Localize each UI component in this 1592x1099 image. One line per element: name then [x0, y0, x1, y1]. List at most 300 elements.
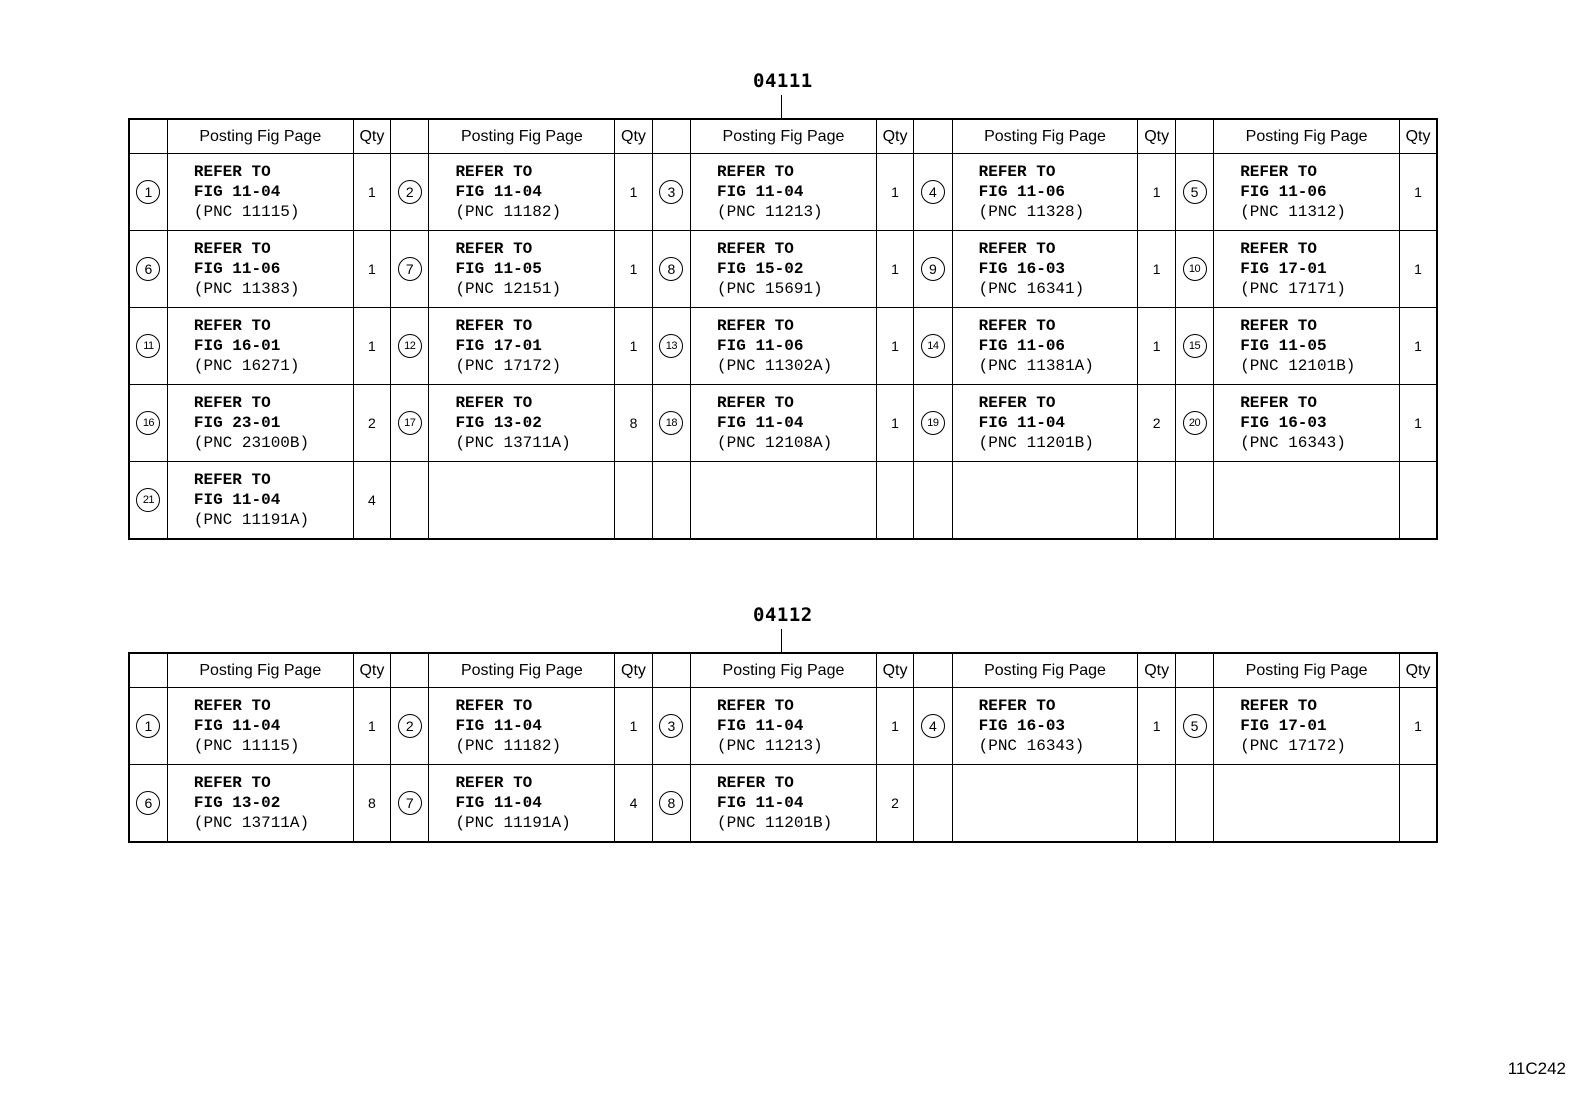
item-number-circle: 4 [921, 714, 945, 738]
reference-cell [691, 688, 877, 765]
reference-text [168, 239, 353, 299]
qty-cell [876, 462, 913, 540]
item-number-circle: 9 [921, 257, 945, 281]
fig-number-text: FIG 11-05 [455, 260, 542, 278]
item-number-circle: 10 [1183, 257, 1207, 281]
header-blank-cell [652, 119, 690, 154]
qty-cell [353, 462, 390, 540]
qty-cell [1400, 308, 1437, 385]
pnc-text: (PNC 11312) [1240, 203, 1346, 221]
reference-text [953, 316, 1138, 376]
pnc-text: (PNC 16343) [978, 737, 1085, 755]
reference-cell [1214, 462, 1400, 540]
fig-number-text: FIG 16-03 [978, 260, 1066, 278]
section-label-04111: 04111 [753, 70, 813, 92]
qty-cell [876, 688, 913, 765]
reference-text [691, 162, 876, 222]
table-row [129, 462, 1437, 540]
reference-text [429, 393, 614, 453]
fig-number-text: FIG 11-04 [455, 794, 542, 812]
refer-to-text: REFER TO [1240, 394, 1317, 412]
fig-number-text: FIG 23-01 [193, 414, 281, 432]
header-qty: Qty [1400, 653, 1437, 688]
reference-cell [952, 231, 1138, 308]
item-number-cell [1175, 231, 1213, 308]
qty-cell [353, 688, 390, 765]
item-number-circle: 2 [398, 714, 422, 738]
item-number-cell [129, 765, 167, 843]
pnc-text: (PNC 11213) [717, 737, 823, 755]
header-posting-fig-page: Posting Fig Page [429, 119, 615, 154]
reference-cell [429, 462, 615, 540]
qty-value: 1 [629, 718, 638, 734]
reference-text [429, 162, 614, 222]
qty-cell [353, 154, 390, 231]
fig-number-text: FIG 16-03 [1240, 414, 1327, 432]
refer-to-text: REFER TO [193, 697, 271, 715]
item-number-cell [1175, 308, 1213, 385]
section-leader-line [781, 629, 782, 652]
qty-value: 1 [1414, 338, 1422, 354]
item-number-circle: 20 [1183, 411, 1207, 435]
qty-cell [1138, 462, 1175, 540]
reference-text [1214, 162, 1399, 222]
qty-cell [1138, 231, 1175, 308]
pnc-text: (PNC 13711A) [193, 814, 310, 832]
item-number-circle: 7 [398, 257, 422, 281]
qty-value: 1 [891, 415, 899, 431]
fig-number-text: FIG 11-06 [978, 183, 1066, 201]
item-number-cell [391, 462, 429, 540]
qty-value: 2 [1152, 415, 1161, 431]
pnc-text: (PNC 23100B) [193, 434, 310, 452]
item-number-cell [1175, 385, 1213, 462]
refer-to-text: REFER TO [193, 240, 271, 258]
item-number-cell [914, 308, 952, 385]
reference-text [691, 696, 876, 756]
refer-to-text: REFER TO [455, 240, 533, 258]
qty-cell [876, 154, 913, 231]
item-number-circle: 15 [1183, 334, 1207, 358]
fig-number-text: FIG 17-01 [455, 337, 542, 355]
qty-value: 2 [891, 795, 899, 811]
qty-cell [876, 765, 913, 843]
fig-number-text: FIG 11-04 [193, 717, 281, 735]
figure-code: 11C242 [1507, 1059, 1566, 1078]
header-blank-cell [391, 119, 429, 154]
item-number-circle: 5 [1183, 180, 1207, 204]
reference-text [168, 393, 353, 453]
item-number-circle: 14 [921, 334, 945, 358]
qty-cell [1138, 765, 1175, 843]
reference-cell [952, 154, 1138, 231]
qty-cell [615, 231, 652, 308]
qty-value: 2 [368, 415, 376, 431]
refer-to-text: REFER TO [455, 697, 533, 715]
refer-to-text: REFER TO [978, 163, 1056, 181]
fig-number-text: FIG 16-01 [193, 337, 281, 355]
reference-cell [429, 231, 615, 308]
section-leader-line [781, 95, 782, 118]
item-number-circle: 19 [921, 411, 945, 435]
item-number-cell [1175, 688, 1213, 765]
fig-number-text: FIG 17-01 [1240, 717, 1327, 735]
pnc-text: (PNC 17172) [455, 357, 562, 375]
refer-to-text: REFER TO [193, 394, 271, 412]
qty-cell [876, 385, 913, 462]
qty-value: 1 [368, 261, 376, 277]
fig-number-text: FIG 13-02 [455, 414, 542, 432]
item-number-cell [129, 231, 167, 308]
reference-text [691, 393, 876, 453]
refer-to-text: REFER TO [717, 240, 794, 258]
reference-cell [429, 154, 615, 231]
fig-number-text: FIG 11-04 [193, 491, 281, 509]
header-blank-cell [129, 653, 167, 688]
qty-cell [353, 385, 390, 462]
header-qty: Qty [615, 653, 652, 688]
qty-cell [1400, 154, 1437, 231]
qty-cell [1138, 154, 1175, 231]
qty-value: 8 [368, 795, 376, 811]
pnc-text: (PNC 11302A) [717, 357, 833, 375]
reference-cell [167, 231, 353, 308]
reference-text [691, 239, 876, 299]
reference-text [168, 470, 353, 530]
pnc-text: (PNC 17172) [1240, 737, 1346, 755]
reference-text [1214, 239, 1399, 299]
qty-cell [615, 308, 652, 385]
item-number-circle: 6 [136, 257, 160, 281]
reference-cell [691, 765, 877, 843]
reference-text [168, 696, 353, 756]
reference-cell [1214, 231, 1400, 308]
qty-cell [615, 765, 652, 843]
reference-text [429, 773, 614, 833]
reference-cell [429, 765, 615, 843]
item-number-cell [914, 154, 952, 231]
header-posting-fig-page: Posting Fig Page [952, 653, 1138, 688]
refer-to-text: REFER TO [717, 394, 794, 412]
pnc-text: (PNC 13711A) [455, 434, 571, 452]
header-qty: Qty [1138, 119, 1175, 154]
pnc-text: (PNC 11191A) [193, 511, 310, 529]
item-number-circle: 1 [136, 180, 160, 204]
qty-value: 1 [629, 338, 638, 354]
pnc-text: (PNC 11182) [455, 203, 562, 221]
reference-cell [691, 462, 877, 540]
qty-cell [615, 688, 652, 765]
reference-cell [1214, 308, 1400, 385]
header-qty: Qty [1138, 653, 1175, 688]
pnc-text: (PNC 11182) [455, 737, 562, 755]
table-row [129, 688, 1437, 765]
fig-number-text: FIG 11-04 [717, 717, 804, 735]
reference-text [429, 239, 614, 299]
pnc-text: (PNC 15691) [717, 280, 823, 298]
pnc-text: (PNC 11213) [717, 203, 823, 221]
item-number-cell [914, 765, 952, 843]
reference-cell [167, 154, 353, 231]
item-number-cell [129, 385, 167, 462]
table-row [129, 231, 1437, 308]
item-number-cell [391, 231, 429, 308]
item-number-circle: 3 [659, 180, 683, 204]
table-row [129, 765, 1437, 843]
reference-cell [952, 385, 1138, 462]
reference-cell [429, 688, 615, 765]
item-number-cell [391, 385, 429, 462]
qty-value: 1 [629, 184, 638, 200]
item-number-circle: 8 [659, 791, 683, 815]
qty-cell [1138, 308, 1175, 385]
qty-cell [615, 462, 652, 540]
reference-cell [429, 308, 615, 385]
reference-text [168, 316, 353, 376]
header-qty: Qty [876, 119, 913, 154]
refer-to-text: REFER TO [978, 317, 1056, 335]
fig-number-text: FIG 11-04 [717, 414, 804, 432]
reference-text [953, 393, 1138, 453]
item-number-cell [129, 154, 167, 231]
qty-value: 1 [891, 261, 899, 277]
qty-value: 1 [368, 718, 376, 734]
pnc-text: (PNC 12101B) [1240, 357, 1356, 375]
reference-cell [691, 231, 877, 308]
item-number-cell [391, 765, 429, 843]
qty-cell [876, 308, 913, 385]
item-number-circle: 16 [136, 411, 160, 435]
fig-number-text: FIG 11-05 [1240, 337, 1327, 355]
qty-cell [615, 385, 652, 462]
fig-number-text: FIG 11-06 [1240, 183, 1327, 201]
qty-value: 1 [1152, 261, 1161, 277]
reference-text [168, 162, 353, 222]
qty-value: 1 [1414, 415, 1422, 431]
item-number-cell [129, 462, 167, 540]
item-number-cell [652, 308, 690, 385]
item-number-cell [652, 154, 690, 231]
header-posting-fig-page: Posting Fig Page [167, 653, 353, 688]
item-number-cell [652, 765, 690, 843]
item-number-cell [652, 688, 690, 765]
qty-cell [353, 765, 390, 843]
item-number-cell [1175, 765, 1213, 843]
pnc-text: (PNC 17171) [1240, 280, 1346, 298]
refer-to-text: REFER TO [193, 317, 271, 335]
reference-cell [952, 462, 1138, 540]
pnc-text: (PNC 16341) [978, 280, 1085, 298]
item-number-cell [129, 688, 167, 765]
qty-value: 1 [891, 338, 899, 354]
item-number-cell [129, 308, 167, 385]
qty-value: 1 [1414, 261, 1422, 277]
refer-to-text: REFER TO [978, 394, 1056, 412]
qty-value: 8 [629, 415, 638, 431]
fig-number-text: FIG 15-02 [717, 260, 804, 278]
header-posting-fig-page: Posting Fig Page [167, 119, 353, 154]
reference-cell [429, 385, 615, 462]
pnc-text: (PNC 16271) [193, 357, 300, 375]
refer-to-text: REFER TO [717, 163, 794, 181]
qty-value: 1 [891, 184, 899, 200]
reference-cell [1214, 688, 1400, 765]
refer-to-text: REFER TO [1240, 240, 1317, 258]
parts-table-04112 [128, 652, 1438, 843]
reference-cell [1214, 154, 1400, 231]
qty-cell [1400, 385, 1437, 462]
pnc-text: (PNC 16343) [1240, 434, 1346, 452]
refer-to-text: REFER TO [717, 697, 794, 715]
refer-to-text: REFER TO [193, 774, 271, 792]
header-row [129, 653, 1437, 688]
refer-to-text: REFER TO [978, 240, 1056, 258]
table-row [129, 385, 1437, 462]
item-number-circle: 5 [1183, 714, 1207, 738]
fig-number-text: FIG 11-04 [193, 183, 281, 201]
qty-cell [353, 231, 390, 308]
qty-cell [615, 154, 652, 231]
header-posting-fig-page: Posting Fig Page [429, 653, 615, 688]
refer-to-text: REFER TO [1240, 317, 1317, 335]
reference-text [691, 773, 876, 833]
table-row [129, 308, 1437, 385]
refer-to-text: REFER TO [455, 163, 533, 181]
item-number-circle: 11 [136, 334, 160, 358]
item-number-cell [391, 688, 429, 765]
qty-value: 1 [1414, 184, 1422, 200]
reference-text [168, 773, 353, 833]
qty-value: 4 [629, 795, 638, 811]
header-posting-fig-page: Posting Fig Page [691, 653, 877, 688]
item-number-circle: 2 [398, 180, 422, 204]
reference-cell [167, 385, 353, 462]
qty-value: 1 [891, 718, 899, 734]
header-blank-cell [914, 119, 952, 154]
item-number-cell [914, 688, 952, 765]
refer-to-text: REFER TO [455, 774, 533, 792]
fig-number-text: FIG 11-06 [978, 337, 1066, 355]
qty-value: 1 [1152, 184, 1161, 200]
pnc-text: (PNC 11191A) [455, 814, 571, 832]
reference-cell [167, 765, 353, 843]
reference-cell [952, 765, 1138, 843]
reference-cell [691, 154, 877, 231]
reference-text [953, 162, 1138, 222]
pnc-text: (PNC 11115) [193, 737, 300, 755]
header-qty: Qty [1400, 119, 1437, 154]
header-qty: Qty [353, 653, 390, 688]
refer-to-text: REFER TO [455, 394, 533, 412]
header-blank-cell [652, 653, 690, 688]
reference-text [1214, 696, 1399, 756]
fig-number-text: FIG 16-03 [978, 717, 1066, 735]
item-number-circle: 4 [921, 180, 945, 204]
qty-cell [876, 231, 913, 308]
reference-cell [952, 688, 1138, 765]
item-number-cell [652, 385, 690, 462]
reference-cell [167, 688, 353, 765]
reference-text [691, 316, 876, 376]
pnc-text: (PNC 11381A) [978, 357, 1094, 375]
pnc-text: (PNC 11201B) [717, 814, 833, 832]
qty-value: 1 [629, 261, 638, 277]
qty-value: 4 [368, 492, 376, 508]
qty-value: 1 [368, 338, 376, 354]
item-number-circle: 7 [398, 791, 422, 815]
qty-cell [1138, 385, 1175, 462]
item-number-cell [914, 231, 952, 308]
qty-cell [1400, 765, 1437, 843]
parts-table-04111 [128, 118, 1438, 540]
reference-cell [167, 308, 353, 385]
item-number-circle: 3 [659, 714, 683, 738]
item-number-cell [652, 231, 690, 308]
pnc-text: (PNC 11328) [978, 203, 1085, 221]
item-number-circle: 12 [398, 334, 422, 358]
qty-value: 1 [1152, 338, 1161, 354]
refer-to-text: REFER TO [193, 163, 271, 181]
header-posting-fig-page: Posting Fig Page [691, 119, 877, 154]
header-posting-fig-page: Posting Fig Page [952, 119, 1138, 154]
qty-value: 1 [368, 184, 376, 200]
qty-cell [1400, 231, 1437, 308]
reference-cell [952, 308, 1138, 385]
refer-to-text: REFER TO [717, 317, 794, 335]
reference-cell [1214, 385, 1400, 462]
reference-text [1214, 316, 1399, 376]
header-blank-cell [914, 653, 952, 688]
refer-to-text: REFER TO [1240, 163, 1317, 181]
reference-cell [691, 308, 877, 385]
qty-cell [353, 308, 390, 385]
header-qty: Qty [353, 119, 390, 154]
item-number-cell [914, 462, 952, 540]
qty-value: 1 [1152, 718, 1161, 734]
fig-number-text: FIG 11-04 [978, 414, 1066, 432]
fig-number-text: FIG 17-01 [1240, 260, 1327, 278]
header-posting-fig-page: Posting Fig Page [1214, 119, 1400, 154]
item-number-cell [1175, 462, 1213, 540]
pnc-text: (PNC 12108A) [717, 434, 833, 452]
header-blank-cell [129, 119, 167, 154]
item-number-cell [1175, 154, 1213, 231]
refer-to-text: REFER TO [1240, 697, 1317, 715]
qty-cell [1400, 462, 1437, 540]
item-number-cell [391, 308, 429, 385]
fig-number-text: FIG 11-06 [717, 337, 804, 355]
pnc-text: (PNC 12151) [455, 280, 562, 298]
item-number-circle: 6 [136, 791, 160, 815]
item-number-circle: 1 [136, 714, 160, 738]
item-number-circle: 17 [398, 411, 422, 435]
item-number-circle: 18 [659, 411, 683, 435]
refer-to-text: REFER TO [193, 471, 271, 489]
item-number-cell [914, 385, 952, 462]
refer-to-text: REFER TO [717, 774, 794, 792]
header-blank-cell [391, 653, 429, 688]
header-blank-cell [1175, 119, 1213, 154]
refer-to-text: REFER TO [978, 697, 1056, 715]
pnc-text: (PNC 11383) [193, 280, 300, 298]
qty-cell [1400, 688, 1437, 765]
fig-number-text: FIG 13-02 [193, 794, 281, 812]
reference-text [1214, 393, 1399, 453]
item-number-cell [391, 154, 429, 231]
item-number-circle: 8 [659, 257, 683, 281]
qty-cell [1138, 688, 1175, 765]
header-blank-cell [1175, 653, 1213, 688]
